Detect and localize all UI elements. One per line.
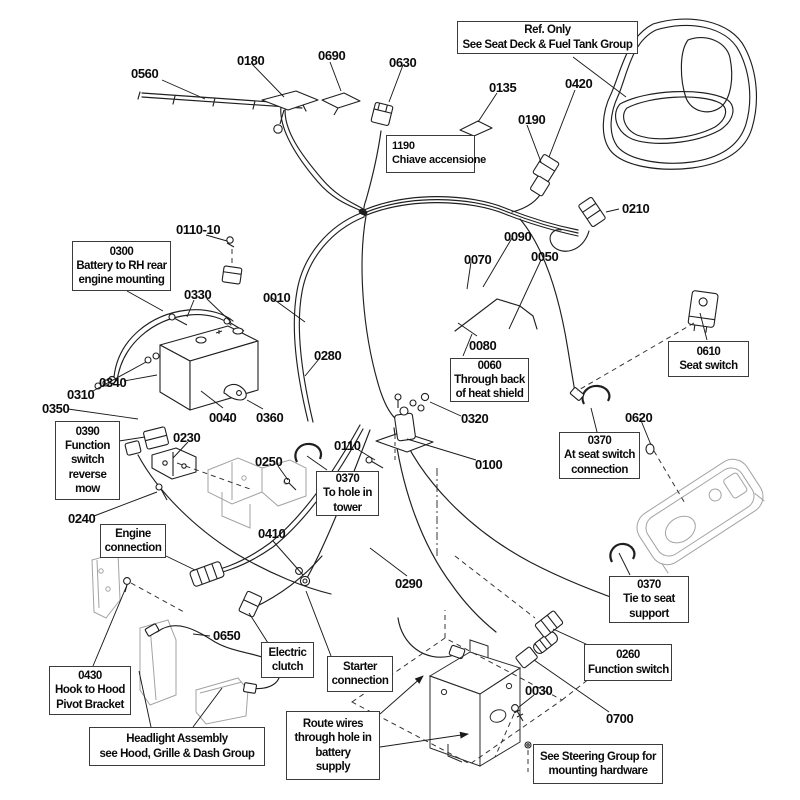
part-label-0340: 0340 xyxy=(99,375,127,390)
callout-line: Battery to RH rear xyxy=(76,259,167,272)
callout-box-ignition-key xyxy=(386,135,486,173)
part-label-0230: 0230 xyxy=(173,430,201,445)
callout-line: Chiave accensione xyxy=(392,154,486,166)
callout-box-engine-connection xyxy=(100,524,166,558)
callout-line: Engine xyxy=(115,527,151,540)
callout-box-function-switch xyxy=(584,644,672,681)
callout-box-battery-to-rh-rear xyxy=(72,241,171,291)
callout-line: connection xyxy=(571,463,628,476)
callout-line: To hole in xyxy=(323,487,372,500)
callout-line: 0060 xyxy=(477,359,502,372)
callout-line: 0300 xyxy=(109,245,134,258)
callout-line: 0260 xyxy=(616,649,640,662)
part-label-0360: 0360 xyxy=(256,410,284,425)
part-label-0250: 0250 xyxy=(255,454,283,469)
callout-box-tie-to-seat-support xyxy=(609,576,689,623)
part-label-0090: 0090 xyxy=(504,229,532,244)
part-label-0290: 0290 xyxy=(395,576,423,591)
callout-line: supply xyxy=(315,760,351,773)
callout-line: At seat switch xyxy=(563,449,636,462)
callout-line: 0610 xyxy=(696,345,721,358)
callout-box-electric-clutch xyxy=(261,642,314,678)
callout-box-function-switch-reverse-mow xyxy=(55,421,120,500)
callout-line: See Seat Deck & Fuel Tank Group xyxy=(462,38,633,51)
callout-box-seat-switch xyxy=(668,341,749,377)
callout-line: through hole in xyxy=(294,732,372,745)
callout-line: switch xyxy=(70,454,105,467)
part-label-0080: 0080 xyxy=(469,338,497,353)
part-label-0180: 0180 xyxy=(237,53,265,68)
part-label-0240: 0240 xyxy=(68,511,96,526)
callout-line: see Hood, Grille & Dash Group xyxy=(99,747,255,760)
part-label-0700: 0700 xyxy=(606,711,634,726)
callout-box-steering-group xyxy=(533,744,663,784)
part-label-0280: 0280 xyxy=(314,348,342,363)
part-label-0420: 0420 xyxy=(565,76,593,91)
part-label-0330: 0330 xyxy=(184,287,212,302)
part-label-0320: 0320 xyxy=(461,411,489,426)
part-label-0050: 0050 xyxy=(531,249,559,264)
callout-line: See Steering Group for xyxy=(540,750,656,763)
callout-line: Ref. Only xyxy=(524,24,571,37)
part-label-0690: 0690 xyxy=(318,48,346,63)
callout-box-hook-to-hood-pivot xyxy=(49,666,131,715)
part-label-0100: 0100 xyxy=(475,457,503,472)
part-label-0410: 0410 xyxy=(258,526,286,541)
part-label-0620: 0620 xyxy=(625,410,653,425)
callout-line: Function switch xyxy=(588,663,669,676)
part-label-0110-10: 0110-10 xyxy=(176,222,221,237)
part-label-0010: 0010 xyxy=(263,290,291,305)
callout-box-to-hole-in-tower xyxy=(316,471,379,516)
callout-line: 0370 xyxy=(637,579,661,592)
callout-line: Pivot Bracket xyxy=(56,698,124,711)
callout-line: Route wires xyxy=(302,718,364,730)
callout-line: Hook to Hood xyxy=(55,684,125,697)
part-label-0560: 0560 xyxy=(131,66,159,81)
callout-line: 0390 xyxy=(75,425,100,438)
part-label-0190: 0190 xyxy=(518,112,546,127)
callout-line: connection xyxy=(331,675,389,687)
callout-line: Electric xyxy=(268,646,307,659)
callout-line: 0370 xyxy=(587,435,612,448)
callout-line: tower xyxy=(333,501,362,514)
part-label-0110: 0110 xyxy=(334,438,361,453)
callout-line: Headlight Assembly xyxy=(126,733,228,746)
part-label-0630: 0630 xyxy=(389,55,417,70)
callout-box-at-seat-switch xyxy=(559,432,640,479)
part-label-0135: 0135 xyxy=(489,80,517,95)
callout-box-headlight-assembly xyxy=(89,727,265,766)
part-label-0310: 0310 xyxy=(67,387,95,402)
part-label-0210: 0210 xyxy=(622,201,650,216)
callout-line: reverse xyxy=(68,468,107,481)
callout-line: Starter xyxy=(343,660,377,673)
route-wires-arrows xyxy=(380,676,468,747)
callout-line: 0430 xyxy=(78,670,102,683)
callout-line: Tie to seat xyxy=(623,593,675,606)
callout-line: Function xyxy=(65,440,110,453)
part-label-0070: 0070 xyxy=(464,252,492,267)
callout-line: Through back xyxy=(454,373,525,386)
callout-line: 1190 xyxy=(392,140,415,153)
callout-box-route-wires xyxy=(286,711,380,780)
part-label-0040: 0040 xyxy=(209,410,237,425)
part-label-0350: 0350 xyxy=(42,401,70,416)
callout-line: mow xyxy=(75,482,100,495)
callout-box-starter-connection xyxy=(327,656,393,692)
part-label-0650: 0650 xyxy=(213,628,241,643)
callout-line: support xyxy=(629,607,669,620)
callout-line: 0370 xyxy=(335,473,360,486)
dashed-lines xyxy=(131,249,694,772)
callout-line: engine mounting xyxy=(78,274,165,287)
callout-box-through-heat-shield xyxy=(450,358,529,402)
callout-line: of heat shield xyxy=(455,388,524,401)
callout-box-ref-only xyxy=(457,21,638,54)
callout-line: mounting hardware xyxy=(548,765,648,777)
callout-line: Seat switch xyxy=(679,360,738,372)
callout-line: clutch xyxy=(271,661,304,673)
callout-line: battery xyxy=(315,746,351,759)
part-label-0030: 0030 xyxy=(525,683,553,698)
callout-line: connection xyxy=(104,542,162,554)
